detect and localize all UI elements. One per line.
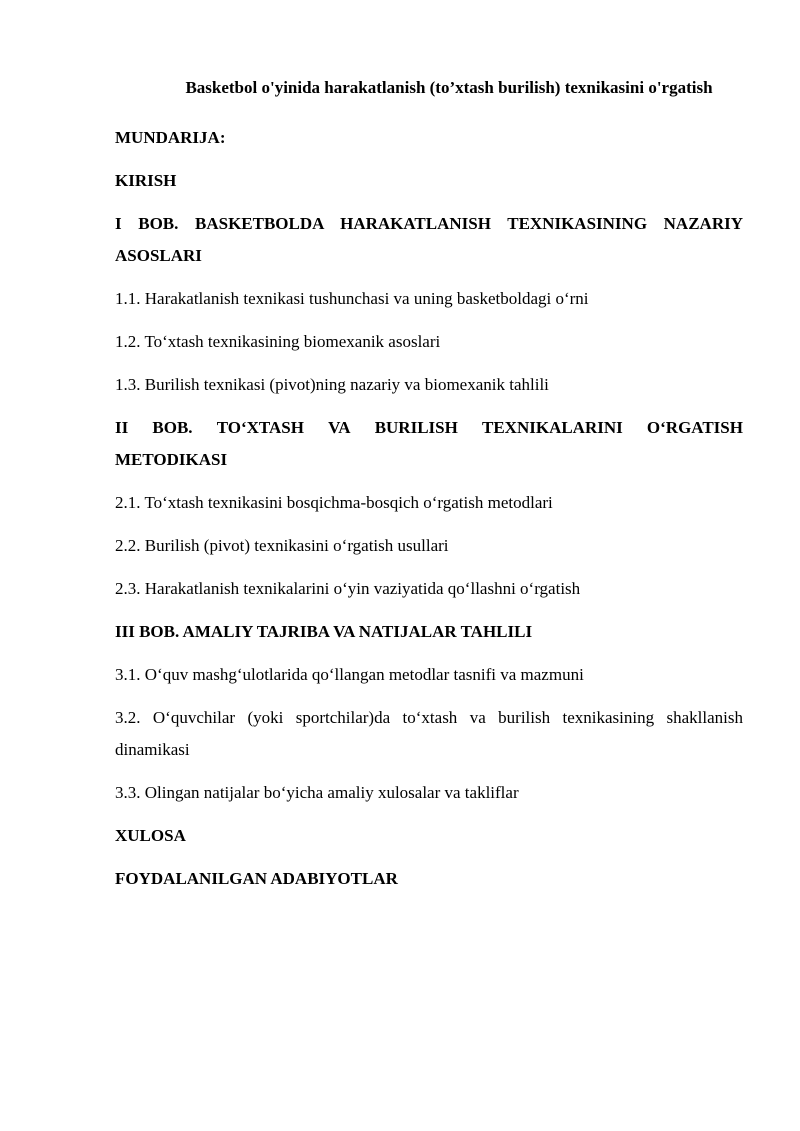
toc-heading: MUNDARIJA: — [115, 128, 226, 147]
chapter-2-line-2: METODIKASI — [115, 450, 228, 469]
chapter-2-word: TEXNIKALARINI — [482, 418, 623, 437]
document-page — [115, 76, 743, 906]
toc-entry-2-2: 2.2. Burilish (pivot) texnikasini o‘rgatish usullari — [115, 536, 449, 555]
document-title: Basketbol o'yinida harakatlanish (to’xtash burilish) texnikasini o'rgatish — [185, 78, 713, 97]
toc-entry-3-2: 3.2. O‘quvchilar (yoki sportchilar)da to‘xtash va burilish texnikasining shakllanish dinamikasi — [115, 708, 743, 759]
chapter-2-word: II — [115, 418, 129, 437]
chapter-2-word: TO‘XTASH — [216, 418, 304, 437]
toc-entry-chapter-1: I BOB. BASKETBOLDA HARAKATLANISH TEXNIKASINING NAZARIY ASOSLARI — [115, 214, 743, 265]
toc-entry-2-1: 2.1. To‘xtash texnikasini bosqichma-bosqich o‘rgatish metodlari — [115, 493, 553, 512]
toc-entry-3-1: 3.1. O‘quv mashg‘ulotlarida qo‘llangan metodlar tasnifi va mazmuni — [115, 665, 584, 684]
toc-entry-chapter-3: III BOB. AMALIY TAJRIBA VA NATIJALAR TAHLILI — [115, 622, 533, 641]
chapter-2-word: BOB. — [152, 418, 193, 437]
toc-entry-1-3: 1.3. Burilish texnikasi (pivot)ning nazariy va biomexanik tahlili — [115, 375, 549, 394]
chapter-2-line-1 — [115, 412, 743, 444]
toc-entry-references: FOYDALANILGAN ADABIYOTLAR — [115, 869, 398, 888]
chapter-2-word: VA — [328, 418, 351, 437]
toc-entry-xulosa: XULOSA — [115, 826, 186, 845]
toc-entry-1-2: 1.2. To‘xtash texnikasining biomexanik asoslari — [115, 332, 441, 351]
chapter-2-word: O‘RGATISH — [646, 418, 743, 437]
toc-entry-2-3: 2.3. Harakatlanish texnikalarini o‘yin vaziyatida qo‘llashni o‘rgatish — [115, 579, 581, 598]
toc-entry-kirish: KIRISH — [115, 171, 177, 190]
toc-entry-1-1: 1.1. Harakatlanish texnikasi tushunchasi va uning basketboldagi o‘rni — [115, 289, 589, 308]
toc-entry-chapter-2 — [115, 412, 743, 476]
chapter-2-word: BURILISH — [374, 418, 458, 437]
toc-entry-3-3: 3.3. Olingan natijalar bo‘yicha amaliy xulosalar va takliflar — [115, 783, 519, 802]
